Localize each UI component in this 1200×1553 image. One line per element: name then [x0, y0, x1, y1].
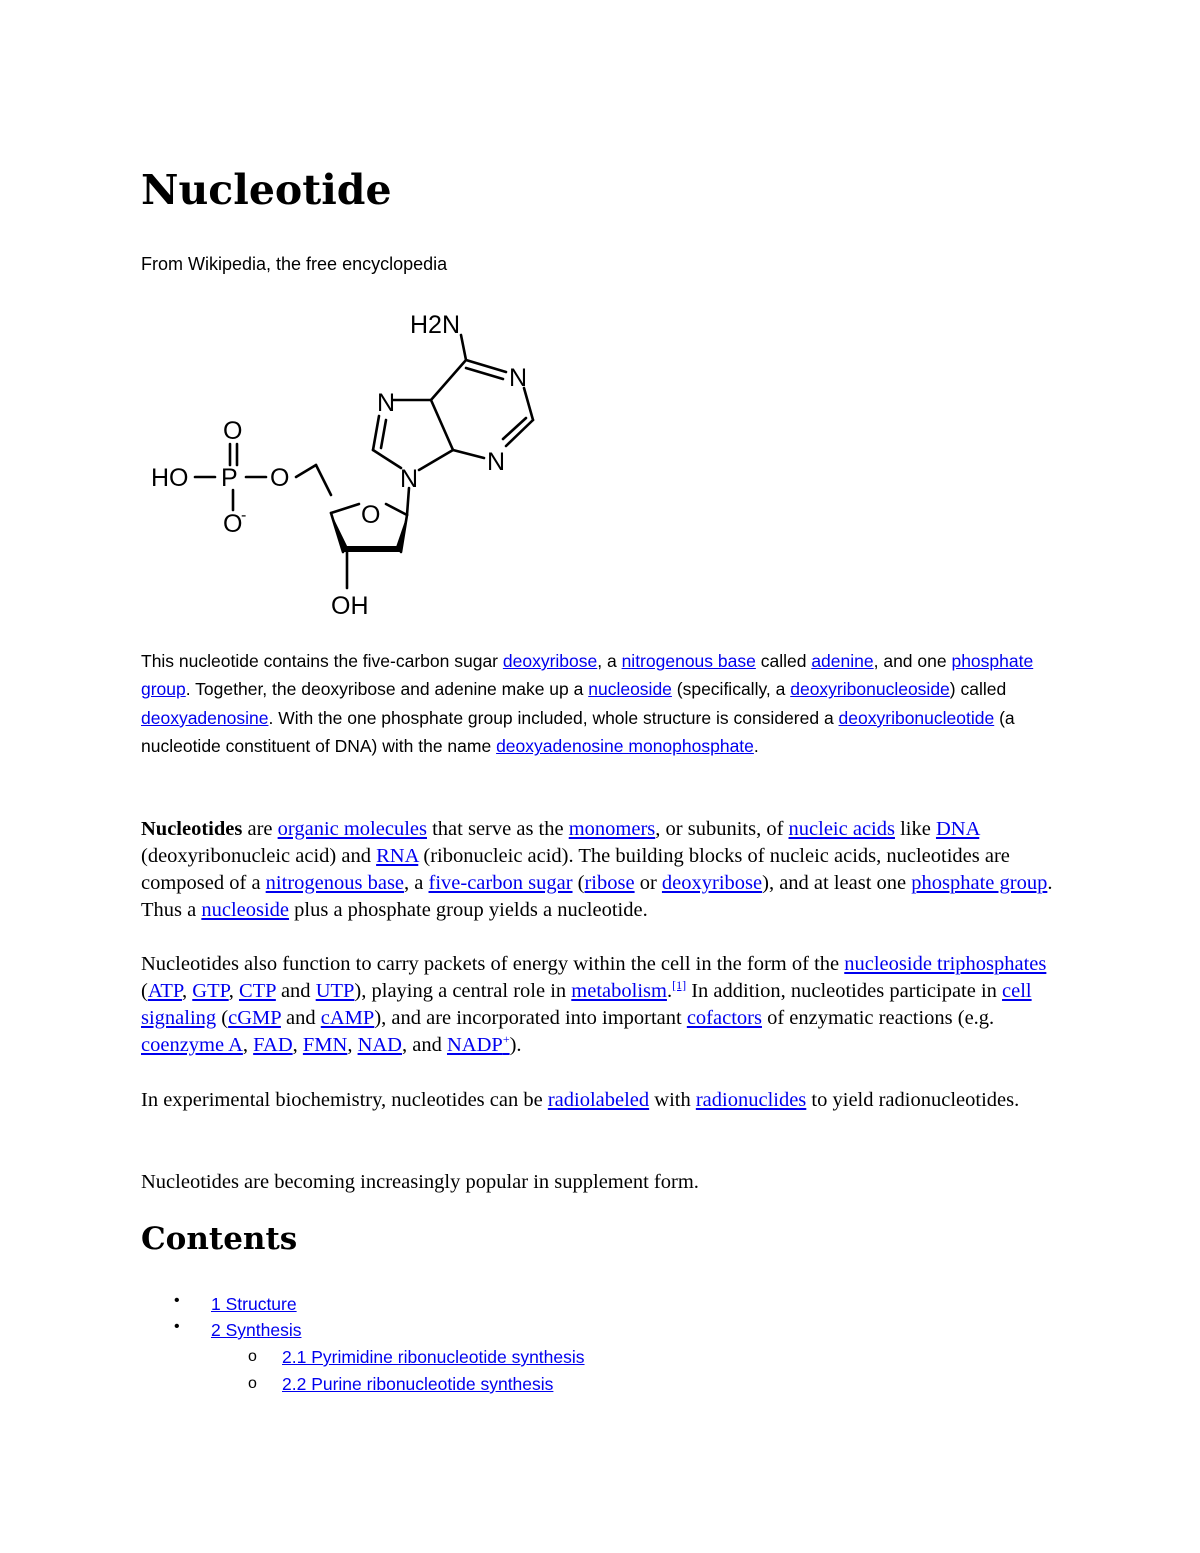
link-deoxyadenosine-monophosphate[interactable]: deoxyadenosine monophosphate: [496, 736, 754, 757]
toc-sub-bullet: o: [248, 1375, 257, 1392]
link-nitrogenous-base-2[interactable]: nitrogenous base: [265, 872, 405, 894]
link-nadp[interactable]: NADP+: [446, 1032, 510, 1056]
link-deoxyribonucleoside[interactable]: deoxyribonucleoside: [790, 679, 950, 700]
amine-label: H2N: [410, 311, 461, 339]
hydroxyl-label: HO: [151, 464, 189, 492]
toc-sub-bullet: o: [248, 1348, 257, 1365]
link-fad[interactable]: FAD: [253, 1034, 293, 1056]
link-adenine[interactable]: adenine: [811, 651, 874, 671]
paragraph-intro: Nucleotides are organic molecules that serve as the monomers, or subunits, of nucleic acids like DNA (deoxyribonucleic acid) and RNA (ribonucleic acid). The building blocks of nucleic acids, nucleotides are composed of a nitrogenous base, a five-carbon sugar (ribose or deoxyribose), and at least one phosphate group. Thus a nucleoside plus a phosphate group yields a nucleotide.: [141, 818, 1053, 921]
link-monomers[interactable]: monomers: [568, 818, 656, 840]
phosphorus-label: P: [221, 464, 238, 492]
link-utp[interactable]: UTP: [315, 980, 355, 1002]
link-radionuclides[interactable]: radionuclides: [695, 1089, 807, 1111]
contents-heading: Contents: [141, 1221, 298, 1257]
toc-bullet: •: [174, 1292, 180, 1309]
link-camp[interactable]: cAMP: [320, 1007, 375, 1029]
link-cell-signaling[interactable]: cell signaling: [141, 980, 1032, 1029]
n7-label: N: [377, 389, 396, 417]
link-nucleic-acids[interactable]: nucleic acids: [788, 818, 895, 840]
page-title: Nucleotide: [141, 166, 392, 214]
link-coenzyme-a[interactable]: coenzyme A: [141, 1034, 243, 1056]
toc-item-purine-synthesis[interactable]: 2.2 Purine ribonucleotide synthesis: [282, 1374, 554, 1394]
tagline: From Wikipedia, the free encyclopedia: [141, 254, 448, 274]
link-phosphate-group-2[interactable]: phosphate group: [911, 872, 1048, 894]
oh-label: OH: [331, 592, 369, 620]
paragraph-radiolabel: In experimental biochemistry, nucleotides can be radiolabeled with radionuclides to yield radionucleotides.: [141, 1089, 1020, 1111]
toc-bullet: •: [174, 1318, 180, 1335]
link-deoxyadenosine[interactable]: deoxyadenosine: [141, 707, 269, 728]
n9-label: N: [400, 465, 419, 493]
phosphate-oxygen-label: O: [223, 417, 243, 445]
link-dna[interactable]: DNA: [935, 818, 980, 840]
link-five-carbon-sugar[interactable]: five-carbon sugar: [428, 872, 573, 894]
link-fmn[interactable]: FMN: [302, 1034, 348, 1056]
link-radiolabeled[interactable]: radiolabeled: [547, 1089, 650, 1111]
link-deoxyribonucleotide[interactable]: deoxyribonucleotide: [838, 707, 995, 728]
toc-item-synthesis[interactable]: 2 Synthesis: [211, 1320, 302, 1340]
link-nucleoside-triphosphates[interactable]: nucleoside triphosphates: [844, 953, 1047, 975]
charge-label: -: [241, 507, 247, 524]
ester-oxygen-label: O: [270, 464, 290, 492]
reference-1[interactable]: [1]: [672, 978, 687, 993]
n3-label: N: [487, 448, 506, 476]
link-rna[interactable]: RNA: [376, 845, 419, 867]
image-caption: This nucleotide contains the five-carbon sugar deoxyribose, a nitrogenous base called adenine, and one phosphate group. Together, the deoxyribose and adenine make up a nucleoside (specifically, a deoxyribonucleoside) called deoxyadenosine. With the one phosphate group included, whole structure is considered a deoxyribonucleotide (a nucleotide constituent of DNA) with the name deoxyadenosine monophosphate.: [141, 651, 1034, 757]
link-gtp[interactable]: GTP: [192, 980, 229, 1002]
link-ctp[interactable]: CTP: [238, 980, 276, 1002]
link-nucleoside[interactable]: nucleoside: [588, 679, 672, 700]
toc-item-structure[interactable]: 1 Structure: [211, 1294, 297, 1314]
paragraph-energy: Nucleotides also function to carry packets of energy within the cell in the form of the nucleoside triphosphates (ATP, GTP, CTP and UTP), playing a central role in metabolism.[1] In addition, nucleotides participate in cell signaling (cGMP and cAMP), and are incorporated into important cofactors of enzymatic reactions (e.g. coenzyme A, FAD, FMN, NAD, and NADP+).: [141, 953, 1047, 1056]
link-deoxyribose-2[interactable]: deoxyribose: [661, 872, 763, 894]
link-nitrogenous-base[interactable]: nitrogenous base: [621, 651, 756, 671]
anionic-oxygen-label: O: [223, 510, 243, 538]
toc-item-pyrimidine-synthesis[interactable]: 2.1 Pyrimidine ribonucleotide synthesis: [282, 1347, 585, 1367]
paragraph-supplement: Nucleotides are becoming increasingly popular in supplement form.: [141, 1171, 699, 1193]
link-atp[interactable]: ATP: [147, 980, 183, 1002]
link-organic-molecules[interactable]: organic molecules: [277, 818, 427, 840]
ring-oxygen-label: O: [361, 501, 381, 529]
link-deoxyribose[interactable]: deoxyribose: [502, 651, 598, 671]
link-cgmp[interactable]: cGMP: [228, 1007, 281, 1029]
link-ribose[interactable]: ribose: [584, 872, 635, 894]
link-nad[interactable]: NAD: [357, 1034, 402, 1056]
link-nucleoside-2[interactable]: nucleoside: [201, 899, 290, 921]
link-metabolism[interactable]: metabolism: [571, 980, 667, 1002]
n1-label: N: [509, 364, 528, 392]
nucleotide-structure-image: [141, 300, 561, 625]
link-phosphate-group[interactable]: phosphate group: [141, 651, 1034, 700]
link-cofactors[interactable]: cofactors: [686, 1007, 762, 1029]
